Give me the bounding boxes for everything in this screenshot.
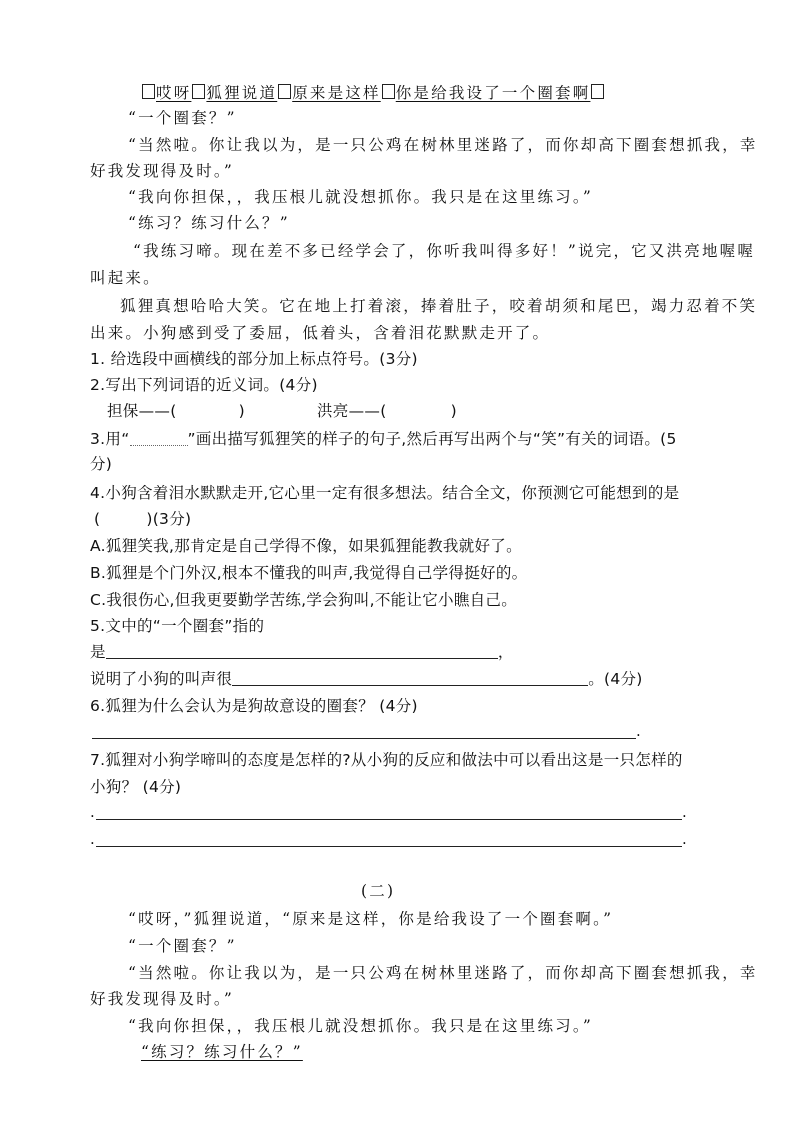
word-label: 洪亮——( <box>317 402 387 420</box>
answer-line[interactable] <box>92 738 636 739</box>
answer-line[interactable] <box>96 846 682 847</box>
question-1: 1. 给选段中画横线的部分加上标点符号。(3分) <box>90 350 418 368</box>
passage-line: “练习？练习什么？” <box>128 214 290 232</box>
paren: )(3分) <box>146 510 192 528</box>
punctuation-box[interactable] <box>382 84 395 99</box>
q5-suffix: 。(4分) <box>588 670 643 688</box>
question-2: 2.写出下列词语的近义词。(4分) <box>90 376 318 394</box>
option-a[interactable]: A.狐狸笑我,那肯定是自己学得不像，如果狐狸能教我就好了。 <box>90 537 522 555</box>
passage-line: “当然啦。你让我以为，是一只公鸡在树林里迷路了，而你却高下圈套想抓我，幸 <box>128 136 758 154</box>
passage-line: “我向你担保，，我压根儿就没想抓你。我只是在这里练习。” <box>128 1017 593 1035</box>
question-3-cont: 分) <box>90 455 113 473</box>
punctuation-box[interactable] <box>142 84 155 99</box>
line-start-dot: . <box>90 830 96 848</box>
passage-line: “哎呀，”狐狸说道，“原来是这样，你是给我设了一个圈套啊。” <box>128 910 614 928</box>
paren: ( <box>94 510 101 528</box>
passage-line: 出来。小狗感到受了委屈，低着头，含着泪花默默走开了。 <box>90 324 551 342</box>
section-heading: (二) <box>361 882 396 900</box>
passage-line: 狐狸真想哈哈大笑。它在地上打着滚，捧着肚子，咬着胡须和尾巴，竭力忍着不笑 <box>120 297 758 315</box>
passage-line: 叫起来。 <box>90 269 161 287</box>
paren: ) <box>450 402 457 420</box>
question-3 <box>90 428 677 450</box>
word-label: 担保——( <box>107 402 177 420</box>
q5-comma: ， <box>497 643 514 661</box>
punctuation-box[interactable] <box>278 84 291 99</box>
question-6: 6.狐狸为什么会认为是狗故意设的圈套？ (4分) <box>90 697 418 715</box>
line-end-dot: . <box>682 803 688 821</box>
passage-line: 好我发现得及时。” <box>90 162 234 180</box>
question-5-line3 <box>90 668 643 690</box>
q5-prefix: 是 <box>90 643 106 661</box>
question-5: 5.文中的“一个圈套”指的 <box>90 617 265 635</box>
question-7: 7.狐狸对小狗学啼叫的态度是怎样的?从小狗的反应和做法中可以看出这是一只怎样的 <box>90 751 683 769</box>
passage-line: “我向你担保，，我压根儿就没想抓你。我只是在这里练习。” <box>128 188 593 206</box>
line-end-dot: . <box>636 722 642 740</box>
answer-blank[interactable] <box>232 669 588 686</box>
segment: 你是给我设了一个圈套啊 <box>395 84 591 102</box>
segment: 哎呀 <box>156 84 192 102</box>
answer-line[interactable] <box>96 819 682 820</box>
line-end-dot: . <box>682 830 688 848</box>
q3-prefix: 3.用“ <box>90 430 130 448</box>
option-b[interactable]: B.狐狸是个门外汉,根本不懂我的叫声,我觉得自己学得挺好的。 <box>90 564 528 582</box>
paren: ) <box>238 402 245 420</box>
question-5-line2 <box>90 641 514 663</box>
passage-line: “一个圈套？” <box>128 109 237 127</box>
q3-suffix: ”画出描写狐狸笑的样子的句子,然后再写出两个与“笑”有关的词语。(5 <box>187 430 677 448</box>
synonym-item-2 <box>317 400 457 422</box>
q5-prefix: 说明了小狗的叫声很 <box>90 670 233 688</box>
underlined-passage-line: “练习？练习什么？” <box>141 1043 303 1061</box>
option-c[interactable]: C.我很伤心,但我更要勤学苦练,学会狗叫,不能让它小瞧自己。 <box>90 591 518 609</box>
question-4-answer <box>94 508 191 530</box>
passage-line: 好我发现得及时。” <box>90 990 234 1008</box>
passage-line: “一个圈套？” <box>128 937 237 955</box>
passage-line: “当然啦。你让我以为，是一只公鸡在树林里迷路了，而你却高下圈套想抓我，幸 <box>128 964 758 982</box>
question-4: 4.小狗含着泪水默默走开,它心里一定有很多想法。结合全文，你预测它可能想到的是 <box>90 484 680 502</box>
question-7-cont: 小狗？ (4分) <box>90 778 182 796</box>
punctuation-exercise-line <box>141 82 631 104</box>
segment: 原来是这样 <box>292 84 381 102</box>
answer-blank[interactable] <box>106 642 498 659</box>
synonym-item-1 <box>107 400 245 422</box>
segment: 狐狸说道 <box>206 84 278 102</box>
punctuation-box[interactable] <box>591 84 604 99</box>
line-start-dot: . <box>90 803 96 821</box>
punctuation-box[interactable] <box>192 84 205 99</box>
wavy-line-icon <box>130 433 188 446</box>
passage-line: “我练习啼。现在差不多已经学会了，你听我叫得多好！”说完，它又洪亮地喔喔 <box>133 242 756 260</box>
